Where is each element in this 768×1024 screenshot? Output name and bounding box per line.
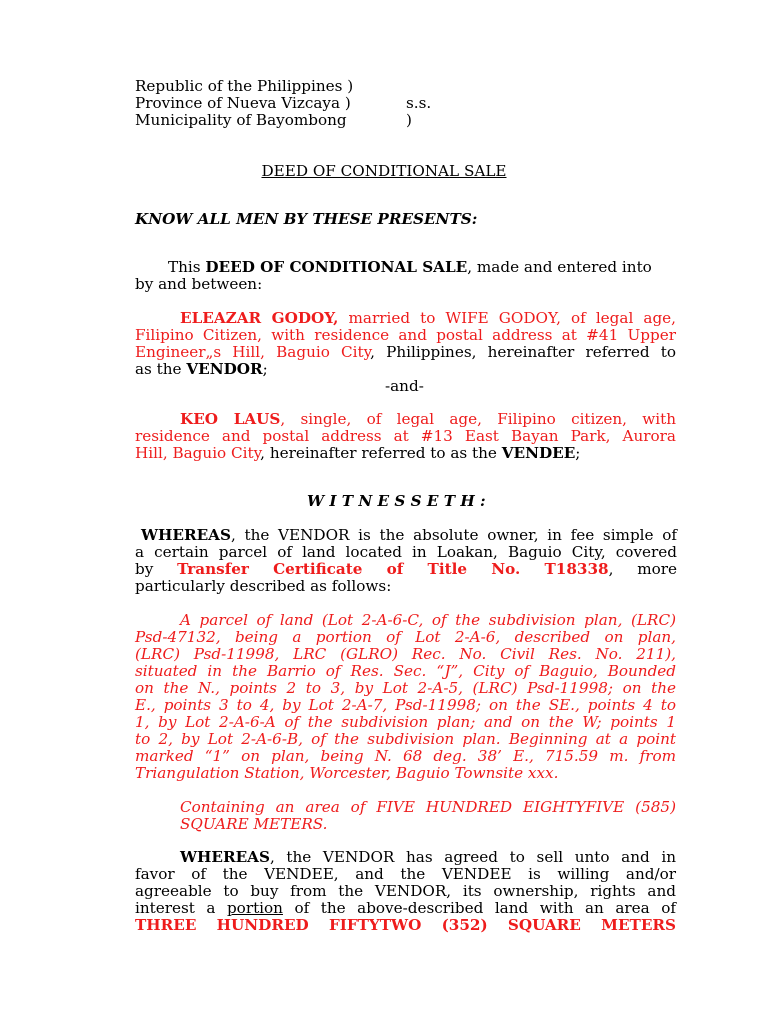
caption-paren: )	[406, 111, 412, 129]
description-line-2: Psd-47132, being a portion of Lot 2-A-6, described on plan,	[135, 628, 676, 646]
description-line-9: marked “1” on plan, being N. 68 deg. 38’ E., 715.59 m. from	[135, 747, 676, 765]
vendee-name: KEO LAUS	[180, 410, 281, 428]
description-line-8: to 2, by Lot 2-A-6-B, of the subdivision plan. Beginning at a point	[135, 730, 676, 748]
vendor-name: ELEAZAR GODOY,	[180, 309, 339, 327]
vendee-line-1: KEO LAUS, single, of legal age, Filipino citizen, with	[180, 410, 676, 428]
description-line-5: on the N., points 2 to 3, by Lot 2-A-5, (LRC) Psd-11998; on the	[135, 679, 676, 697]
whereas1-line-2: a certain parcel of land located in Loakan, Baguio City, covered	[135, 543, 677, 561]
whereas2-line-4: interest a portion of the above-described land with an area of	[135, 899, 676, 917]
intro-this: This	[168, 258, 206, 276]
caption-municipality: Municipality of Bayombong	[135, 111, 347, 129]
witnesseth-heading: W I T N E S S E T H :	[307, 492, 486, 510]
caption-ss: s.s.	[406, 94, 432, 112]
whereas2-keyword: WHEREAS	[180, 848, 270, 866]
caption-province: Province of Nueva Vizcaya )	[135, 94, 351, 112]
intro-deed-name: DEED OF CONDITIONAL SALE	[205, 258, 468, 276]
whereas1-line-1: WHEREAS, the VENDOR is the absolute owner, in fee simple of	[141, 526, 677, 544]
whereas2-line-3: agreeable to buy from the VENDOR, its ownership, rights and	[135, 882, 676, 900]
description-line-3: (LRC) Psd-11998, LRC (GLRO) Rec. No. Civil Res. No. 211),	[135, 645, 676, 663]
whereas1-line-3: by Transfer Certificate of Title No. T18338, more	[135, 560, 677, 578]
vendor-line-2: Filipino Citizen, with residence and postal address at #41 Upper	[135, 326, 676, 344]
portion-word: portion	[226, 899, 283, 917]
intro-made: , made and entered into	[467, 258, 652, 276]
and-separator: -and-	[385, 377, 424, 395]
whereas1-keyword: WHEREAS	[141, 526, 231, 544]
area-line-2: SQUARE METERS.	[180, 815, 328, 833]
description-line-1: A parcel of land (Lot 2-A-6-C, of the subdivision plan, (LRC)	[180, 611, 676, 629]
whereas2-line-2: favor of the VENDEE, and the VENDEE is willing and/or	[135, 865, 676, 883]
vendee-line-3: Hill, Baguio City, hereinafter referred to as the VENDEE;	[135, 444, 581, 462]
vendor-label: VENDOR	[186, 360, 263, 378]
description-line-6: E., points 3 to 4, by Lot 2-A-7, Psd-11998; on the SE., points 4 to	[135, 696, 676, 714]
intro-line-2: by and between:	[135, 275, 263, 293]
intro-line-1	[168, 259, 652, 276]
document-title: DEED OF CONDITIONAL SALE	[261, 162, 507, 180]
vendee-line-2: residence and postal address at #13 East Bayan Park, Aurora	[135, 427, 676, 445]
whereas2-line-1: WHEREAS, the VENDOR has agreed to sell unto and in	[180, 848, 676, 866]
whereas2-line-5: THREE HUNDRED FIFTYTWO (352) SQUARE METERS	[135, 916, 676, 934]
whereas1-line-4: particularly described as follows:	[135, 577, 392, 595]
caption-republic: Republic of the Philippines )	[135, 77, 354, 95]
description-line-4: situated in the Barrio of Res. Sec. “J”, City of Baguio, Bounded	[135, 662, 676, 680]
vendee-label: VENDEE	[501, 444, 576, 462]
greeting: KNOW ALL MEN BY THESE PRESENTS:	[135, 210, 478, 228]
description-line-7: 1, by Lot 2-A-6-A of the subdivision plan; and on the W; points 1	[135, 713, 676, 731]
vendor-line-3: Engineer„s Hill, Baguio City, Philippines, hereinafter referred to	[135, 343, 676, 361]
vendor-line-4: as the VENDOR;	[135, 360, 268, 378]
tct-number: Transfer Certificate of Title No. T18338	[177, 560, 609, 578]
vendor-line-1: ELEAZAR GODOY, married to WIFE GODOY, of legal age,	[180, 309, 676, 327]
area-line-1: Containing an area of FIVE HUNDRED EIGHTYFIVE (585)	[180, 798, 676, 816]
description-line-10: Triangulation Station, Worcester, Baguio Townsite xxx.	[135, 764, 559, 782]
